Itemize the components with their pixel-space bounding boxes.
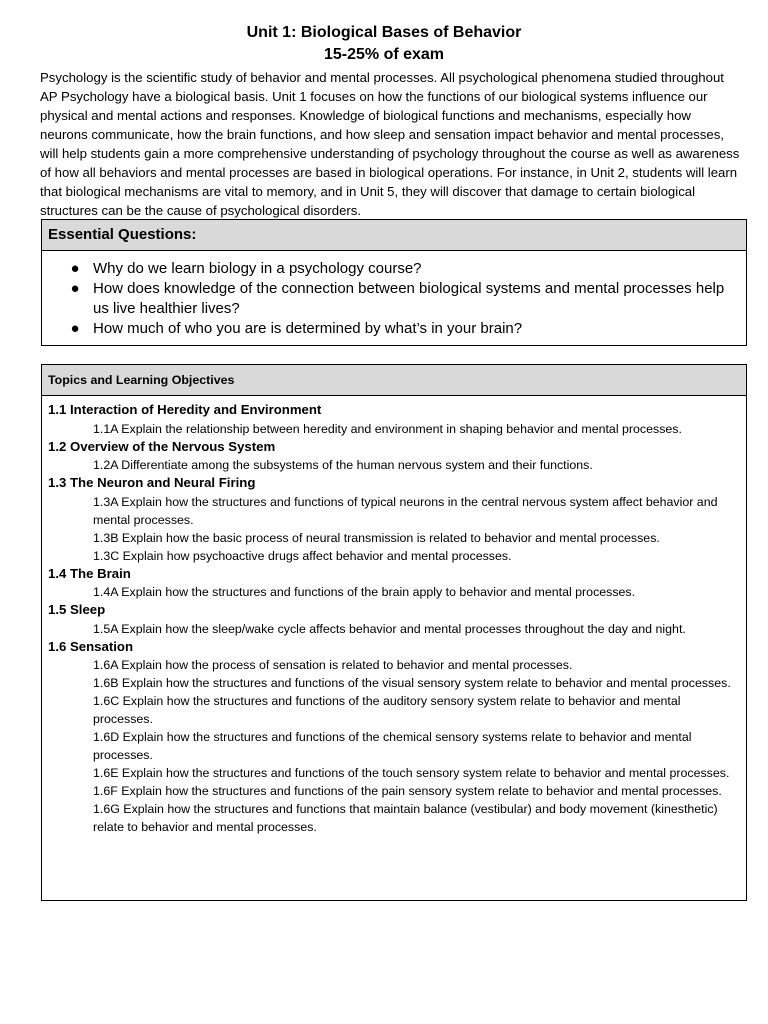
topics-objectives-box [41,364,747,901]
learning-objective: 1.6B Explain how the structures and functions of the visual sensory system relate to behavior and mental processes. [93,676,731,690]
learning-objective: 1.3B Explain how the basic process of neural transmission is related to behavior and mental processes. [93,530,660,545]
topic-heading: 1.5 Sleep [48,602,106,617]
learning-objective: 1.4A Explain how the structures and functions of the brain apply to behavior and mental processes. [93,585,636,599]
bullet-icon: ● [70,260,80,277]
learning-objective: 1.6F Explain how the structures and functions of the pain sensory system relate to behavior and mental processes. [93,784,722,798]
list-item [70,259,736,279]
topics-list [42,396,746,836]
learning-objective: 1.6A Explain how the process of sensation is related to behavior and mental processes. [93,658,573,672]
learning-objective: 1.6D Explain how the structures and functions of the chemical sensory systems relate to behavior and mental processes. [93,730,692,762]
essential-questions-list [42,251,746,345]
learning-objective: 1.6G Explain how the structures and functions that maintain balance (vestibular) and body movement (kinesthetic) relate to behavior and mental processes. [93,802,718,834]
learning-objective: 1.5A Explain how the sleep/wake cycle affects behavior and mental processes throughout the day and night. [93,621,686,636]
exam-weight-subtitle: 15-25% of exam [323,46,445,63]
list-item [70,319,736,339]
learning-objective: 1.3C Explain how psychoactive drugs affect behavior and mental processes. [93,548,512,563]
learning-objective: 1.2A Differentiate among the subsystems of the human nervous system and their functions. [93,458,593,472]
topic-heading: 1.2 Overview of the Nervous System [48,438,276,454]
essential-questions-heading: Essential Questions: [42,220,746,251]
essential-questions-box [41,219,747,346]
bullet-icon: ● [70,280,80,297]
topic-heading: 1.4 The Brain [48,565,131,581]
page-title: Unit 1: Biological Bases of Behavior [246,24,522,41]
learning-objective: 1.6E Explain how the structures and functions of the touch sensory system relate to behavior and mental processes. [93,766,730,780]
unit-introduction: Psychology is the scientific study of behavior and mental processes. All psychological phenomena studied throughout AP Psychology have a biological basis. Unit 1 focuses on how the functions of our biological systems influence our physical and mental actions and responses. Knowledge of biological functions and mechanisms, especially how neurons communicate, how the brain functions, and how sleep and sensation impact behavior and mental processes, will help students gain a more comprehensive understanding of psychology throughout the course as well as awareness of how all behaviors and mental processes are based in biological operations. For instance, in Unit 2, students will learn that biological mechanisms are vital to memory, and in Unit 5, they will discover that damage to certain biological structures can be the cause of psychological disorders. [40,70,740,218]
bullet-icon: ● [70,320,80,337]
learning-objective: 1.3A Explain how the structures and functions of typical neurons in the central nervous system affect behavior and mental processes. [93,494,718,527]
learning-objective: 1.6C Explain how the structures and functions of the auditory sensory system relate to behavior and mental processes. [93,694,681,726]
question-text: Why do we learn biology in a psychology course? [93,260,422,277]
question-text: How much of who you are is determined by what’s in your brain? [93,320,523,337]
topic-heading: 1.1 Interaction of Heredity and Environment [48,402,322,417]
document-page [0,0,768,220]
topic-heading: 1.3 The Neuron and Neural Firing [48,475,256,490]
topic-heading: 1.6 Sensation [48,638,134,654]
topics-objectives-heading: Topics and Learning Objectives [42,365,746,396]
list-item [70,279,736,319]
learning-objective: 1.1A Explain the relationship between heredity and environment in shaping behavior and mental processes. [93,421,682,436]
question-text: How does knowledge of the connection between biological systems and mental processes help us live healthier lives? [93,280,725,317]
